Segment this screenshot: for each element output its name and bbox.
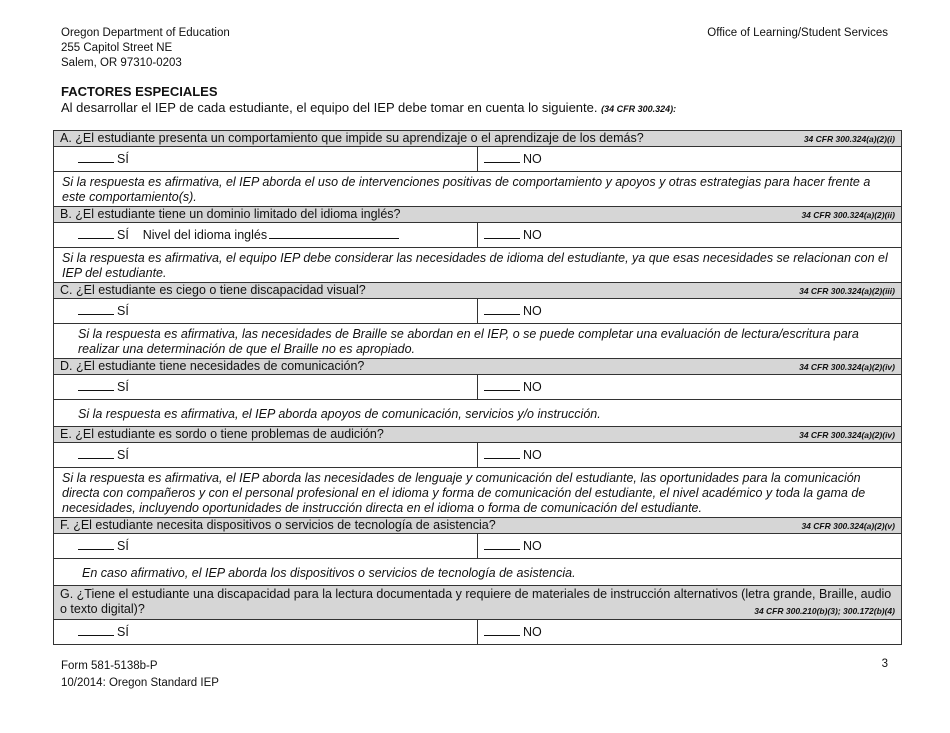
yes-field-c[interactable] [54, 299, 478, 324]
note-row-a [54, 172, 902, 207]
note-row-d [54, 400, 902, 427]
no-field-b[interactable] [478, 223, 902, 248]
no-blank-e[interactable] [484, 448, 520, 459]
note-row-e [54, 468, 902, 518]
yes-blank-b[interactable] [78, 228, 114, 239]
note-row-c [54, 324, 902, 359]
yes-blank-c[interactable] [78, 304, 114, 315]
yes-blank-a[interactable] [78, 152, 114, 163]
street-address: 255 Capitol Street NE [61, 42, 173, 54]
answer-row-b [54, 223, 902, 248]
note-row-f [54, 559, 902, 586]
question-g: G. ¿Tiene el estudiante una discapacidad para la lectura documentada y requiere de materiales de instrucción alternativos (letra grande, Braille, audio o texto digital)? [60, 587, 892, 616]
no-blank-c[interactable] [484, 304, 520, 315]
no-field-a[interactable] [478, 147, 902, 172]
no-blank-a[interactable] [484, 152, 520, 163]
question-b: B. ¿El estudiante tiene un dominio limitado del idioma inglés? [60, 207, 401, 221]
note-f: En caso afirmativo, el IEP aborda los dispositivos o servicios de tecnología de asistencia. [54, 559, 902, 586]
yes-label: SÍ [117, 539, 129, 553]
yes-field-b[interactable] [54, 223, 478, 248]
question-row-c [54, 283, 902, 299]
question-e: E. ¿El estudiante es sordo o tiene problemas de audición? [60, 427, 384, 441]
question-row-f [54, 518, 902, 534]
no-field-d[interactable] [478, 375, 902, 400]
no-field-g[interactable] [478, 620, 902, 645]
no-blank-f[interactable] [484, 539, 520, 550]
no-label: NO [523, 152, 542, 166]
yes-label: SÍ [117, 448, 129, 462]
question-row-d [54, 359, 902, 375]
question-row-g [54, 586, 902, 620]
answer-row-c [54, 299, 902, 324]
special-factors-table [53, 130, 902, 645]
no-field-e[interactable] [478, 443, 902, 468]
no-label: NO [523, 539, 542, 553]
note-c: Si la respuesta es afirmativa, las necesidades de Braille se abordan en el IEP, o se puede completar una evaluación de lectura/escritura para realizar una determinación de que el Braille no es apropiado. [54, 324, 902, 359]
intro-sentence: Al desarrollar el IEP de cada estudiante, el equipo del IEP debe tomar en cuenta lo siguiente. [61, 100, 598, 115]
no-field-f[interactable] [478, 534, 902, 559]
question-row-b [54, 207, 902, 223]
citation-d: 34 CFR 300.324(a)(2)(iv) [799, 362, 895, 372]
question-f: F. ¿El estudiante necesita dispositivos o servicios de tecnología de asistencia? [60, 518, 496, 532]
question-d: D. ¿El estudiante tiene necesidades de comunicación? [60, 359, 365, 373]
citation-b: 34 CFR 300.324(a)(2)(ii) [801, 210, 895, 220]
office-name: Office of Learning/Student Services [707, 27, 888, 39]
note-b: Si la respuesta es afirmativa, el equipo IEP debe considerar las necesidades de idioma del estudiante, ya que esas necesidades se relacionan con el IEP del estudiante. [54, 248, 902, 283]
yes-blank-g[interactable] [78, 625, 114, 636]
question-a: A. ¿El estudiante presenta un comportamiento que impide su aprendizaje o el aprendizaje de los demás? [60, 131, 644, 145]
yes-field-f[interactable] [54, 534, 478, 559]
page-number: 3 [881, 658, 888, 670]
answer-row-a [54, 147, 902, 172]
citation-e: 34 CFR 300.324(a)(2)(iv) [799, 430, 895, 440]
no-label: NO [523, 625, 542, 639]
language-level-label: Nivel del idioma inglés [142, 228, 268, 242]
yes-label: SÍ [117, 380, 129, 394]
no-label: NO [523, 380, 542, 394]
citation-c: 34 CFR 300.324(a)(2)(iii) [799, 286, 895, 296]
note-d: Si la respuesta es afirmativa, el IEP aborda apoyos de comunicación, servicios y/o instrucción. [54, 400, 902, 427]
no-label: NO [523, 304, 542, 318]
answer-row-g [54, 620, 902, 645]
yes-label: SÍ [117, 625, 129, 639]
city-state-zip: Salem, OR 97310-0203 [61, 57, 182, 69]
intro-citation: (34 CFR 300.324): [601, 104, 677, 114]
answer-row-d [54, 375, 902, 400]
agency-name: Oregon Department of Education [61, 27, 230, 39]
note-a: Si la respuesta es afirmativa, el IEP aborda el uso de intervenciones positivas de comportamiento y apoyos y otras estrategias para hacer frente a este comportamiento(s). [54, 172, 902, 207]
yes-label: SÍ [117, 228, 129, 242]
yes-field-g[interactable] [54, 620, 478, 645]
question-row-a [54, 131, 902, 147]
yes-label: SÍ [117, 304, 129, 318]
no-blank-d[interactable] [484, 380, 520, 391]
answer-row-e [54, 443, 902, 468]
citation-a: 34 CFR 300.324(a)(2)(i) [803, 134, 895, 144]
citation-f: 34 CFR 300.324(a)(2)(v) [801, 521, 895, 531]
citation-g: 34 CFR 300.210(b)(3); 300.172(b)(4) [754, 606, 895, 616]
question-c: C. ¿El estudiante es ciego o tiene discapacidad visual? [60, 283, 366, 297]
no-blank-g[interactable] [484, 625, 520, 636]
form-footer [61, 658, 219, 692]
form-number: Form 581-5138b-P [61, 660, 158, 672]
no-label: NO [523, 228, 542, 242]
agency-address [61, 26, 230, 71]
language-level-blank[interactable] [269, 228, 399, 239]
no-field-c[interactable] [478, 299, 902, 324]
page-title: FACTORES ESPECIALES [61, 84, 218, 99]
form-edition: 10/2014: Oregon Standard IEP [61, 677, 219, 689]
yes-blank-d[interactable] [78, 380, 114, 391]
yes-field-a[interactable] [54, 147, 478, 172]
yes-blank-e[interactable] [78, 448, 114, 459]
answer-row-f [54, 534, 902, 559]
question-row-e [54, 427, 902, 443]
yes-blank-f[interactable] [78, 539, 114, 550]
note-row-b [54, 248, 902, 283]
no-label: NO [523, 448, 542, 462]
yes-field-d[interactable] [54, 375, 478, 400]
no-blank-b[interactable] [484, 228, 520, 239]
yes-label: SÍ [117, 152, 129, 166]
intro-text [61, 100, 676, 115]
note-e: Si la respuesta es afirmativa, el IEP aborda las necesidades de lenguaje y comunicación del estudiante, las oportunidades para la comunicación directa con compañeros y con el personal profesional en el idioma y forma de comunicación del estudiante, el nivel académico y toda la gama de necesidades, incluyendo oportunidades de instrucción directa en el idioma o forma de comunicación del estudiante. [54, 468, 902, 518]
yes-field-e[interactable] [54, 443, 478, 468]
